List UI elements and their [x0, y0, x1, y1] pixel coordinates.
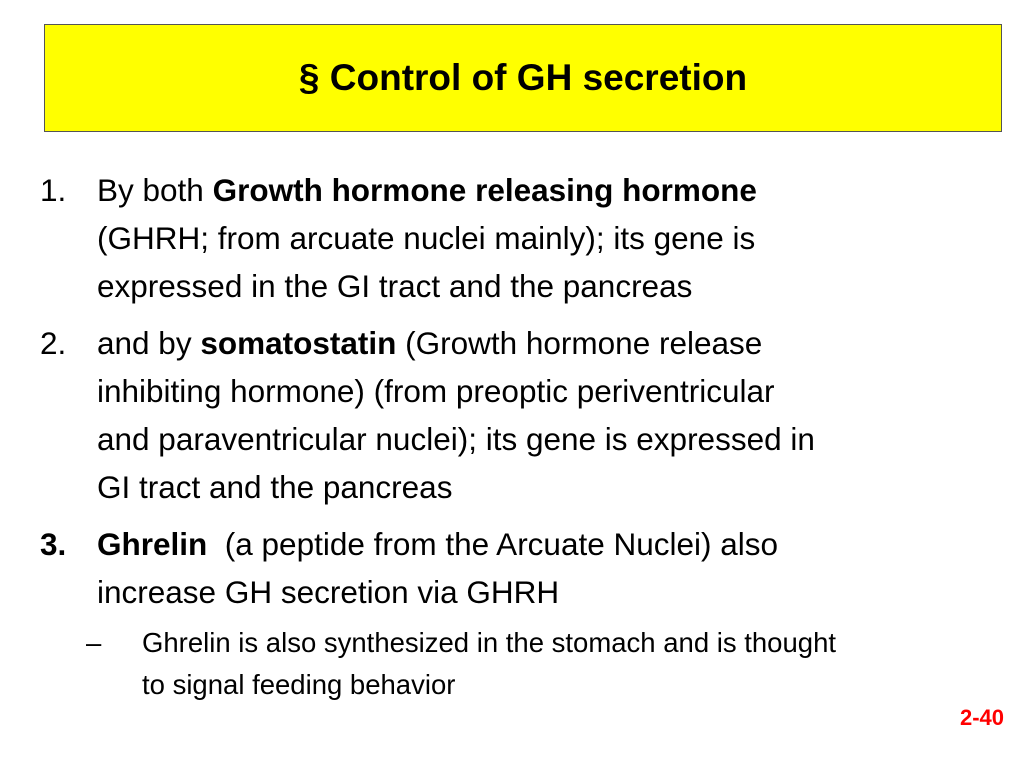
item-body — [97, 520, 1017, 616]
item-body — [97, 319, 1017, 511]
item-number: 3. — [40, 526, 67, 562]
item-line: (GHRH; from arcuate nuclei mainly); its gene is — [97, 220, 756, 256]
term-ghrelin: Ghrelin — [97, 526, 208, 562]
item-body — [97, 166, 1017, 310]
term-ghrh: Growth hormone releasing hormone — [212, 172, 757, 208]
sub-item-line: to signal feeding behavior — [142, 669, 456, 700]
page-number: 2-40 — [959, 705, 1004, 730]
dash-bullet: – — [86, 627, 102, 658]
item-line: inhibiting hormone) (from preoptic periventricular — [97, 373, 775, 409]
item-line: and by somatostatin (Growth hormone release — [97, 325, 763, 361]
item-line: and paraventricular nuclei); its gene is expressed in — [97, 421, 815, 457]
item-line: By both Growth hormone releasing hormone — [97, 172, 757, 208]
sub-item-body — [142, 622, 1012, 706]
item-line: Ghrelin (a peptide from the Arcuate Nuclei) also — [97, 526, 779, 562]
title-box — [44, 24, 1002, 132]
slide-title: § Control of GH secretion — [298, 57, 748, 98]
term-somatostatin: somatostatin — [200, 325, 397, 361]
item-number: 2. — [40, 325, 67, 361]
item-line: GI tract and the pancreas — [97, 469, 453, 505]
sub-item-line: Ghrelin is also synthesized in the stomach and is thought — [142, 627, 836, 658]
item-line: increase GH secretion via GHRH — [97, 574, 560, 610]
item-line: expressed in the GI tract and the pancreas — [97, 268, 693, 304]
item-number: 1. — [40, 172, 67, 208]
